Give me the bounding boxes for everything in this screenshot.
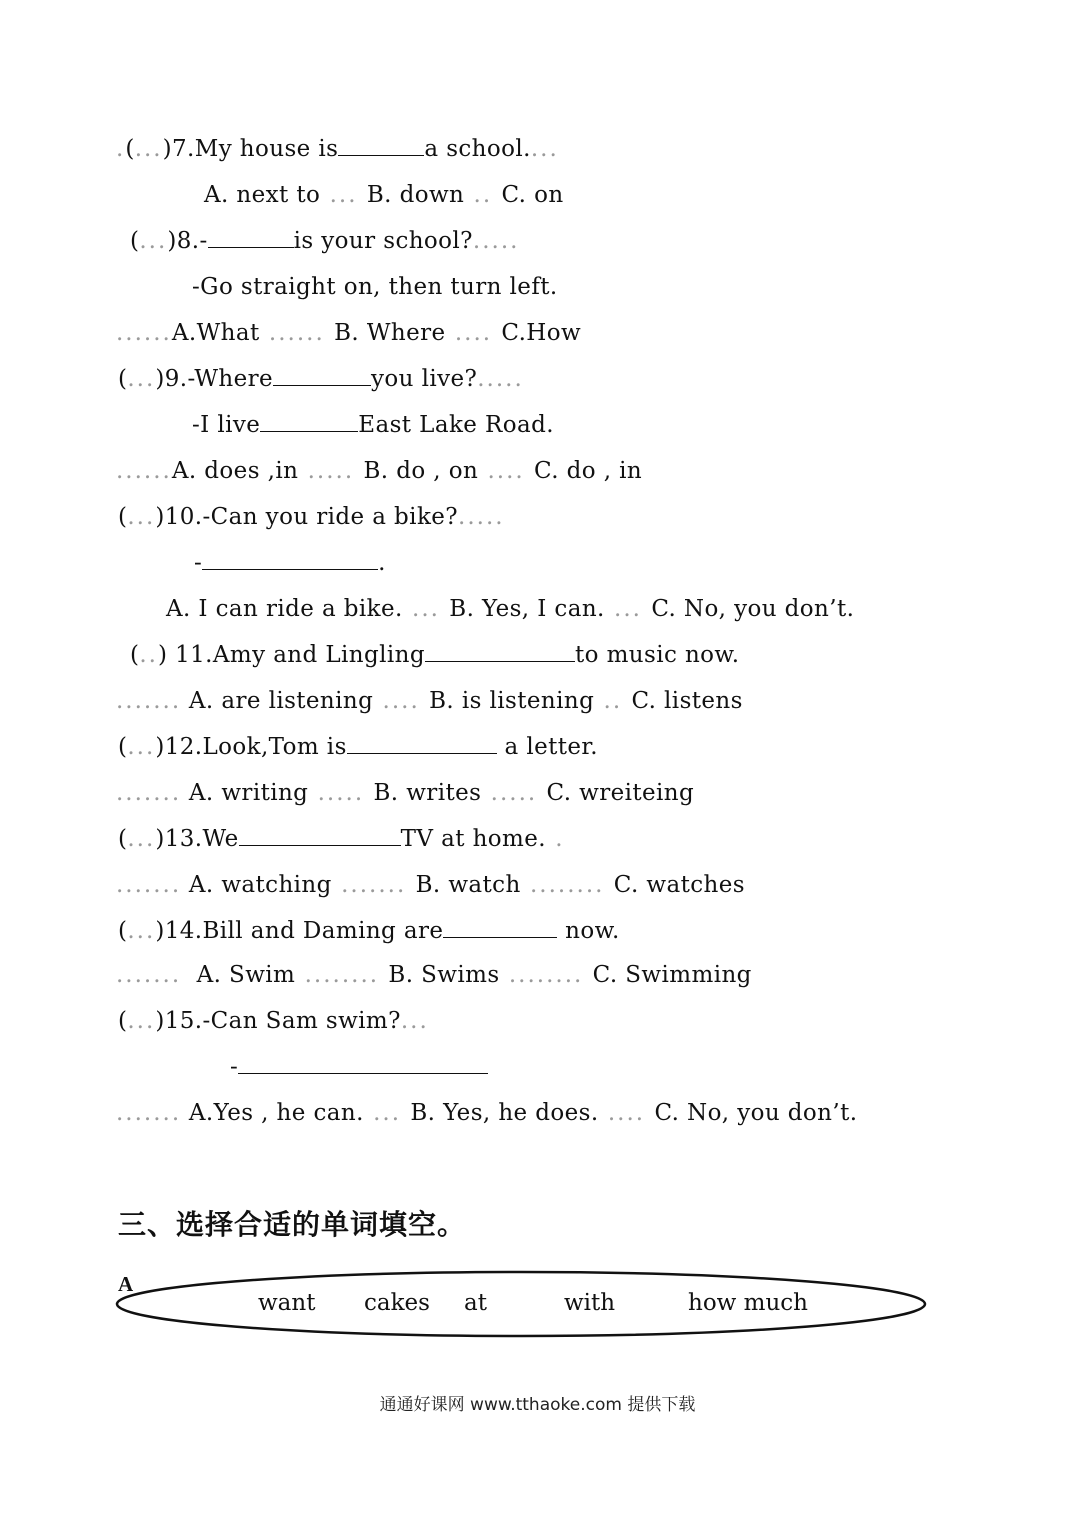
question-8: (...)8.- is your school?..... <box>130 228 520 254</box>
question-7-options: A. next to ... B. down .. C. on <box>204 182 564 208</box>
section-3-heading: 三、选择合适的单词填空。 <box>118 1208 467 1241</box>
question-13-options: ....... A. watching ....... B. watch ........ C. watches <box>116 872 745 898</box>
question-9: (...)9.-Where you live?..... <box>118 366 524 392</box>
word-bank-item: with <box>564 1290 616 1316</box>
footer-credit: 通通好课网 www.tthaoke.com 提供下载 <box>379 1395 696 1415</box>
question-12: (...)12.Look,Tom is a letter. <box>118 734 598 760</box>
question-15-reply: - <box>230 1052 488 1082</box>
question-8-options: ......A.What ...... B. Where .... C.How <box>116 320 582 346</box>
question-15: (...)15.-Can Sam swim?... <box>118 1008 429 1034</box>
question-10-options: A. I can ride a bike. ... B. Yes, I can. ... C. No, you don’t. <box>166 596 855 622</box>
question-14: (...)14.Bill and Daming are now. <box>118 918 620 944</box>
answer-blank[interactable] <box>260 411 358 432</box>
answer-blank[interactable] <box>208 227 294 248</box>
answer-blank[interactable] <box>425 641 575 662</box>
question-10-reply: - . <box>194 550 386 576</box>
word-bank-item: how much <box>688 1290 808 1316</box>
question-7: .(...)7.My house is a school.... <box>116 136 559 162</box>
question-11-options: ....... A. are listening .... B. is listening .. C. listens <box>116 688 743 714</box>
question-10: (...)10.-Can you ride a bike?..... <box>118 504 505 530</box>
question-13: (...)13.We TV at home. . <box>118 826 565 852</box>
question-8-reply: -Go straight on, then turn left. <box>192 274 558 300</box>
question-14-options: ....... A. Swim ........ B. Swims ........ C. Swimming <box>116 962 752 988</box>
word-bank-label: A <box>118 1272 134 1296</box>
question-9-reply: -I live East Lake Road. <box>192 412 554 438</box>
question-15-options: ....... A.Yes , he can. ... B. Yes, he does. .... C. No, you don’t. <box>116 1100 858 1126</box>
answer-blank[interactable] <box>338 135 424 156</box>
word-bank-item: at <box>464 1290 487 1316</box>
question-9-options: ......A. does ,in ..... B. do , on .... C. do , in <box>116 458 643 484</box>
question-12-options: ....... A. writing ..... B. writes ..... C. wreiteing <box>116 780 695 806</box>
answer-blank[interactable] <box>238 1053 488 1074</box>
answer-blank[interactable] <box>443 917 557 938</box>
question-11: (..) 11.Amy and Lingling to music now. <box>130 642 740 668</box>
word-bank-item: want <box>258 1290 316 1316</box>
answer-blank[interactable] <box>347 733 497 754</box>
answer-blank[interactable] <box>239 825 401 846</box>
answer-blank[interactable] <box>202 549 378 570</box>
word-bank-item: cakes <box>364 1290 430 1316</box>
answer-blank[interactable] <box>273 365 371 386</box>
